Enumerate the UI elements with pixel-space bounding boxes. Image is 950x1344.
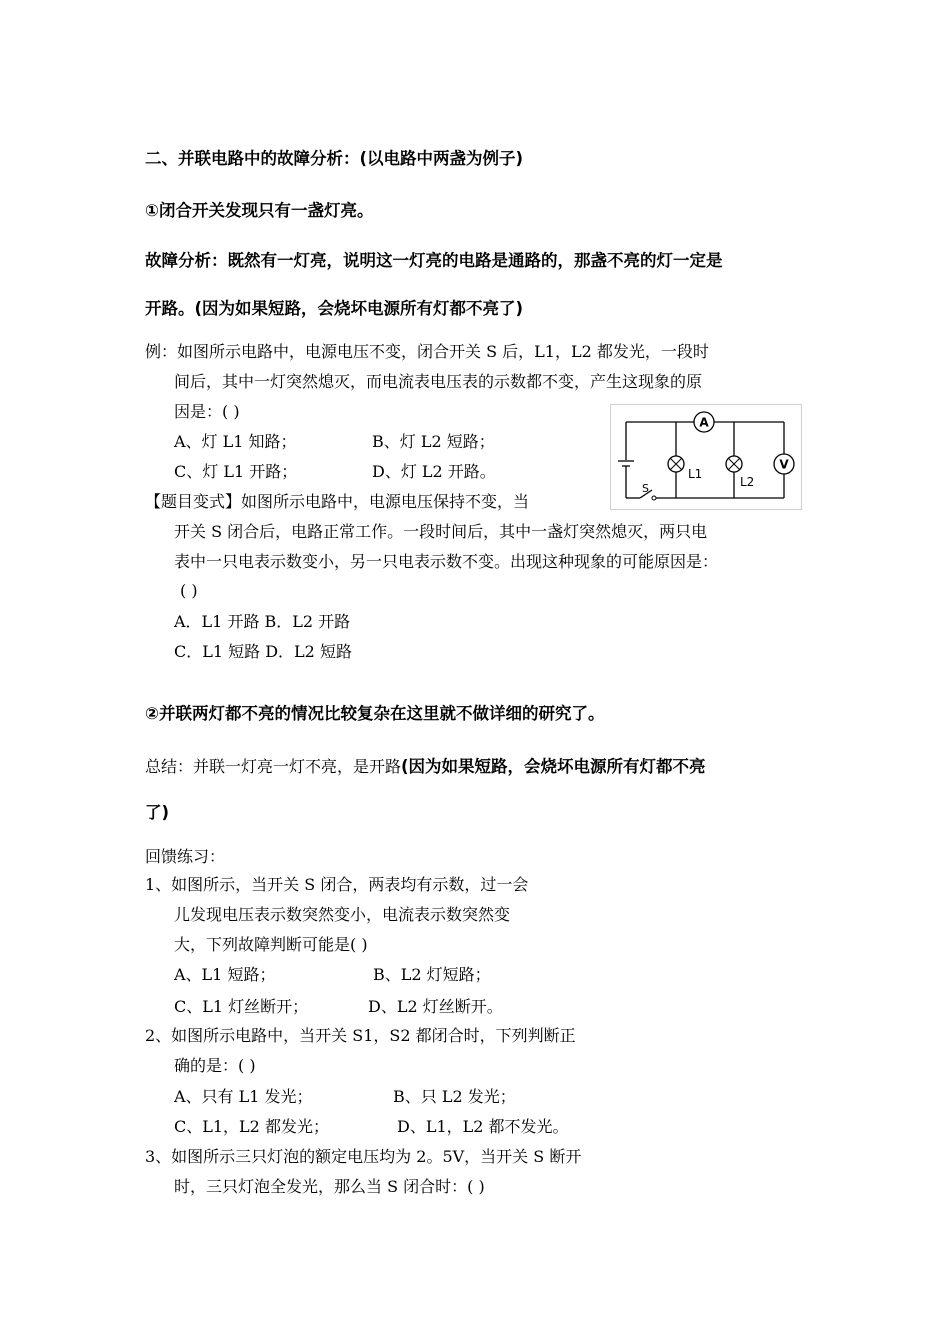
example-line-2: 间后，其中一灯突然熄灭，而电流表电压表的示数都不变，产生这现象的原 — [174, 372, 703, 391]
practice-title: 回馈练习： — [145, 847, 226, 866]
q1-option-a: A、L1 短路； — [174, 965, 276, 984]
q3-line-1: 3、如图所示三只灯泡的额定电压均为 2。5V，当开关 S 断开 — [145, 1147, 582, 1166]
lamp-2-label: L2 — [740, 475, 755, 489]
example-option-b: B、灯 L2 短路； — [372, 432, 495, 451]
q2-line-2: 确的是：( ) — [174, 1056, 256, 1075]
example-option-c: C、灯 L1 开路； — [174, 462, 298, 481]
q2-option-d: D、L1，L2 都不发光。 — [397, 1117, 569, 1136]
lamp-1-label: L1 — [688, 467, 703, 481]
summary-line-2: 了) — [145, 803, 170, 822]
analysis-line-2: 开路。(因为如果短路，会烧坏电源所有灯都不亮了) — [145, 299, 524, 318]
q3-line-2: 时，三只灯泡全发光，那么当 S 闭合时：( ) — [174, 1177, 485, 1196]
svg-text:A: A — [699, 415, 709, 430]
variant-line-3: 表中一只电表示数变小，另一只电表示数不变。出现这种现象的可能原因是： — [174, 552, 719, 571]
q2-line-1: 2、如图所示电路中，当开关 S1，S2 都闭合时，下列判断正 — [145, 1026, 576, 1045]
variant-options-row-2: C．L1 短路 D．L2 短路 — [174, 642, 352, 661]
voltmeter-icon — [774, 454, 794, 474]
example-option-d: D、灯 L2 开路。 — [372, 462, 496, 481]
lamp-1-icon — [668, 456, 684, 472]
variant-line-2: 开关 S 闭合后，电路正常工作。一段时间后，其中一盏灯突然熄灭，两只电 — [174, 522, 708, 541]
case1-title: ①闭合开关发现只有一盏灯亮。 — [145, 201, 374, 220]
example-line-3: 因是：( ) — [174, 402, 240, 421]
switch-label: S — [642, 482, 649, 495]
variant-options-row-1: A．L1 开路 B．L2 开路 — [174, 612, 351, 631]
svg-text:V: V — [779, 457, 789, 472]
variant-line-1: 【题目变式】如图所示电路中，电源电压保持不变，当 — [145, 492, 530, 511]
example-option-a: A、灯 L1 知路； — [174, 432, 297, 451]
ammeter-icon — [694, 412, 714, 432]
q1-line-1: 1、如图所示，当开关 S 闭合，两表均有示数，过一会 — [145, 875, 529, 894]
q1-option-d: D、L2 灯丝断开。 — [368, 997, 503, 1016]
summary-prefix: 总结：并联一灯亮一灯不亮，是开路 — [145, 757, 402, 776]
analysis-line-1: 故障分析：既然有一灯亮，说明这一灯亮的电路是通路的，那盏不亮的灯一定是 — [145, 251, 723, 270]
q2-option-a: A、只有 L1 发光； — [174, 1087, 313, 1106]
q1-line-2: 儿发现电压表示数突然变小，电流表示数突然变 — [174, 905, 511, 924]
example-line-1: 例：如图所示电路中，电源电压不变，闭合开关 S 后，L1，L2 都发光，一段时 — [145, 342, 709, 361]
q2-option-c: C、L1，L2 都发光； — [174, 1117, 329, 1136]
q1-option-b: B、L2 灯短路； — [373, 965, 491, 984]
lamp-2-icon — [726, 456, 742, 472]
q2-option-b: B、只 L2 发光； — [393, 1087, 516, 1106]
parallel-circuit-figure — [610, 404, 802, 510]
variant-line-4: ( ) — [180, 581, 198, 600]
summary-line-1 — [145, 756, 706, 778]
summary-bold: (因为如果短路，会烧坏电源所有灯都不亮 — [401, 757, 706, 776]
section-heading: 二、并联电路中的故障分析：(以电路中两盏为例子) — [145, 149, 524, 168]
q1-line-3: 大，下列故障判断可能是( ) — [174, 935, 368, 954]
case2-title: ②并联两灯都不亮的情况比较复杂在这里就不做详细的研究了。 — [145, 704, 605, 723]
q1-option-c: C、L1 灯丝断开； — [174, 997, 309, 1016]
